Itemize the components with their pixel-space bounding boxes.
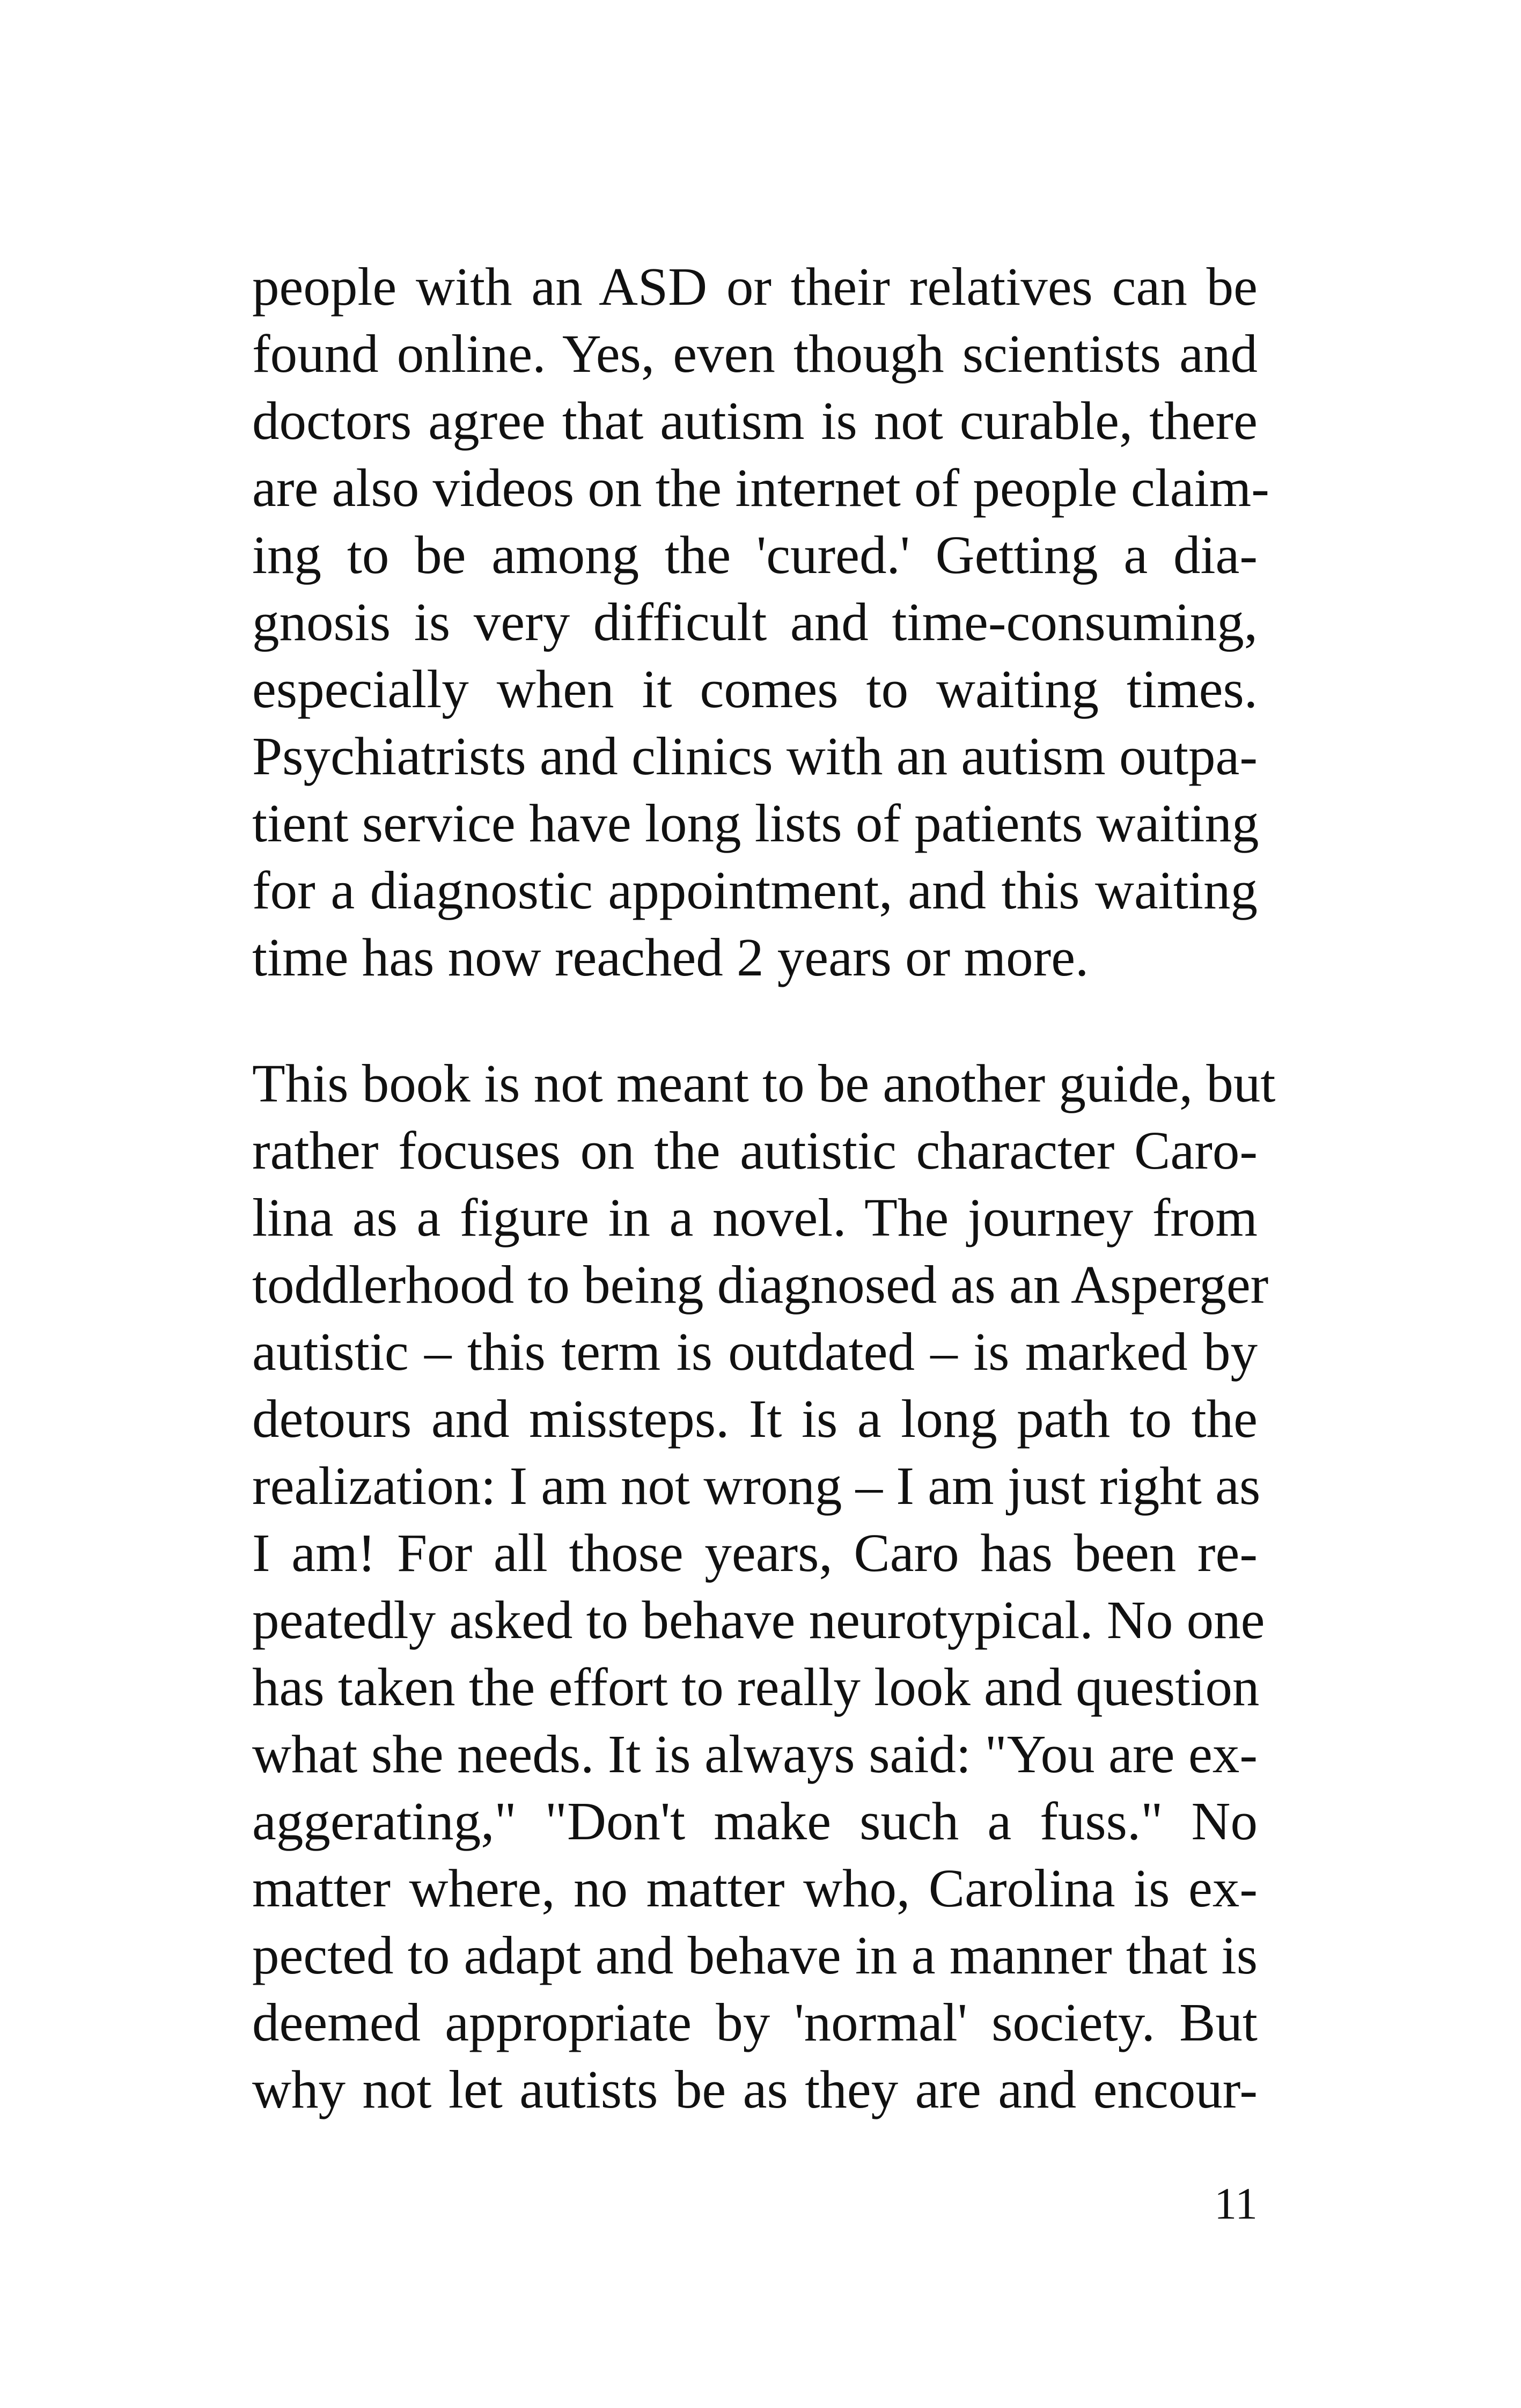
text-line: found online. Yes, even though scientists and [252, 324, 1258, 384]
text-line: matter where, no matter who, Carolina is ex- [252, 1858, 1258, 1918]
text-line: time has now reached 2 years or more. [252, 927, 1089, 987]
text-line: are also videos on the internet of people claim- [252, 458, 1269, 518]
text-line: people with an ASD or their relatives can be [252, 256, 1258, 317]
text-line: This book is not meant to be another guide, but [252, 1053, 1276, 1113]
text-line: doctors agree that autism is not curable, there [252, 391, 1258, 451]
page-number: 11 [1214, 2179, 1258, 2229]
text-line: toddlerhood to being diagnosed as an Asperger [252, 1254, 1269, 1315]
text-line: lina as a figure in a novel. The journey from [252, 1187, 1258, 1247]
text-line: for a diagnostic appointment, and this waiting [252, 860, 1258, 920]
text-line: detours and missteps. It is a long path to the [252, 1389, 1258, 1449]
text-line: what she needs. It is always said: "You are ex- [252, 1724, 1258, 1784]
text-line: aggerating," "Don't make such a fuss." No [252, 1791, 1258, 1851]
paragraph-1 [252, 253, 1269, 991]
text-line: autistic – this term is outdated – is marked by [252, 1322, 1258, 1382]
text-line: why not let autists be as they are and encour- [252, 2059, 1258, 2119]
text-line: gnosis is very difficult and time-consuming, [252, 592, 1258, 652]
text-line: realization: I am not wrong – I am just right as [252, 1456, 1261, 1516]
text-line: deemed appropriate by 'normal' society. But [252, 1992, 1258, 2052]
text-line: I am! For all those years, Caro has been re- [252, 1523, 1258, 1583]
paragraph-2 [252, 1050, 1276, 2123]
text-line: especially when it comes to waiting times. [252, 659, 1258, 719]
text-line: rather focuses on the autistic character Caro- [252, 1120, 1258, 1180]
text-line: peatedly asked to behave neurotypical. No one [252, 1590, 1265, 1650]
text-line: tient service have long lists of patients waiting [252, 793, 1259, 853]
text-line: has taken the effort to really look and question [252, 1657, 1260, 1717]
text-line: pected to adapt and behave in a manner that is [252, 1925, 1258, 1985]
text-line: Psychiatrists and clinics with an autism outpa- [252, 726, 1258, 786]
text-line: ing to be among the 'cured.' Getting a dia- [252, 525, 1258, 585]
